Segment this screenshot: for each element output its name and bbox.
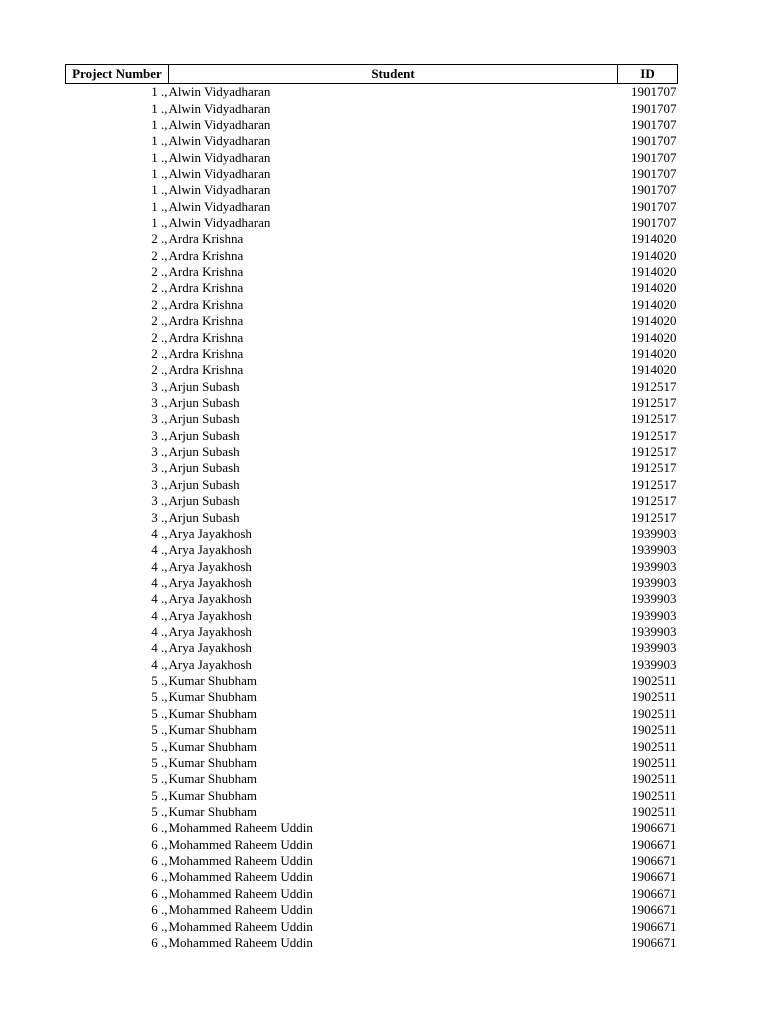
cell-student[interactable]: Arjun Subash <box>168 378 240 394</box>
cell-id[interactable]: 1906671 <box>631 836 677 852</box>
table-row <box>66 477 678 493</box>
cell-project-number[interactable]: 4 ., <box>151 656 168 672</box>
table-row <box>66 657 678 673</box>
table-row <box>66 149 678 165</box>
cell-project-number[interactable]: 1 ., <box>151 149 168 165</box>
cell-id[interactable]: 1901707 <box>631 84 677 100</box>
cell-project-number[interactable]: 1 ., <box>151 116 168 132</box>
cell-project-number[interactable]: 2 ., <box>151 329 168 345</box>
cell-id[interactable]: 1912517 <box>631 411 677 427</box>
table-row <box>66 869 678 885</box>
table-row <box>66 673 678 689</box>
cell-student[interactable]: Arjun Subash <box>168 476 240 492</box>
table-row <box>66 575 678 591</box>
cell-id[interactable]: 1914020 <box>631 231 677 247</box>
table-row <box>66 608 678 624</box>
cell-project-number[interactable]: 2 ., <box>151 280 168 296</box>
spreadsheet-page <box>65 64 677 951</box>
table-row <box>66 738 678 754</box>
cell-student[interactable]: Arya Jayakhosh <box>168 574 252 590</box>
cell-project-number[interactable]: 2 ., <box>151 362 168 378</box>
cell-student[interactable]: Kumar Shubham <box>168 673 257 689</box>
table-body <box>66 84 678 952</box>
table-row <box>66 837 678 853</box>
table-row <box>66 411 678 427</box>
cell-id[interactable]: 1901707 <box>631 182 677 198</box>
cell-student[interactable]: Mohammed Raheem Uddin <box>168 836 313 852</box>
cell-student[interactable]: Arya Jayakhosh <box>168 624 252 640</box>
cell-project-number[interactable]: 5 ., <box>151 705 168 721</box>
cell-student[interactable]: Mohammed Raheem Uddin <box>168 820 313 836</box>
cell-student[interactable]: Mohammed Raheem Uddin <box>168 902 313 918</box>
cell-id[interactable]: 1939903 <box>631 607 677 623</box>
cell-student[interactable]: Arya Jayakhosh <box>168 558 252 574</box>
cell-id[interactable]: 1901707 <box>631 149 677 165</box>
table-row <box>66 558 678 574</box>
cell-id[interactable]: 1906671 <box>631 869 677 885</box>
table-row <box>66 804 678 820</box>
cell-id[interactable]: 1914020 <box>631 264 677 280</box>
table-row <box>66 640 678 656</box>
table-row <box>66 313 678 329</box>
cell-student[interactable]: Ardra Krishna <box>168 296 244 312</box>
table-row <box>66 117 678 133</box>
table-row <box>66 264 678 280</box>
cell-project-number[interactable]: 4 ., <box>151 624 168 640</box>
cell-project-number[interactable]: 5 ., <box>151 673 168 689</box>
cell-project-number[interactable]: 5 ., <box>151 722 168 738</box>
cell-id[interactable]: 1912517 <box>631 444 677 460</box>
table-row <box>66 199 678 215</box>
cell-student[interactable]: Arjun Subash <box>168 444 240 460</box>
table-row <box>66 133 678 149</box>
cell-id[interactable]: 1902511 <box>631 754 677 770</box>
table-row <box>66 428 678 444</box>
cell-student[interactable]: Alwin Vidyadharan <box>168 100 271 116</box>
table-row <box>66 853 678 869</box>
cell-student[interactable]: Kumar Shubham <box>168 771 257 787</box>
cell-student[interactable]: Ardra Krishna <box>168 280 244 296</box>
cell-id[interactable]: 1902511 <box>631 803 677 819</box>
cell-student[interactable]: Kumar Shubham <box>168 803 257 819</box>
cell-student[interactable]: Kumar Shubham <box>168 722 257 738</box>
cell-project-number[interactable]: 1 ., <box>151 182 168 198</box>
table-row <box>66 820 678 836</box>
table-row <box>66 591 678 607</box>
cell-project-number[interactable]: 3 ., <box>151 378 168 394</box>
cell-project-number[interactable]: 5 ., <box>151 738 168 754</box>
cell-id[interactable]: 1902511 <box>631 705 677 721</box>
cell-project-number[interactable]: 4 ., <box>151 542 168 558</box>
cell-id[interactable]: 1912517 <box>631 509 677 525</box>
cell-project-number[interactable]: 5 ., <box>151 803 168 819</box>
cell-student[interactable]: Arjun Subash <box>168 460 240 476</box>
cell-project-number[interactable]: 4 ., <box>151 525 168 541</box>
cell-project-number[interactable]: 1 ., <box>151 84 168 100</box>
cell-project-number[interactable]: 2 ., <box>151 231 168 247</box>
cell-student[interactable]: Ardra Krishna <box>168 329 244 345</box>
cell-project-number[interactable]: 2 ., <box>151 296 168 312</box>
cell-id[interactable]: 1939903 <box>631 542 677 558</box>
cell-student[interactable]: Alwin Vidyadharan <box>168 165 271 181</box>
cell-student[interactable]: Ardra Krishna <box>168 345 244 361</box>
cell-id[interactable]: 1912517 <box>631 395 677 410</box>
cell-student[interactable]: Mohammed Raheem Uddin <box>168 934 313 950</box>
cell-student[interactable]: Arya Jayakhosh <box>168 656 252 672</box>
cell-id[interactable]: 1902511 <box>631 787 677 803</box>
cell-student[interactable]: Alwin Vidyadharan <box>168 84 271 100</box>
cell-id[interactable]: 1902511 <box>631 771 677 787</box>
cell-project-number[interactable]: 4 ., <box>151 558 168 574</box>
cell-id[interactable]: 1906671 <box>631 918 677 934</box>
cell-student[interactable]: Ardra Krishna <box>168 231 244 247</box>
cell-project-number[interactable]: 2 ., <box>151 345 168 361</box>
table-header <box>66 65 678 84</box>
table-row <box>66 509 678 525</box>
column-header-id[interactable]: ID <box>618 65 678 84</box>
table-row <box>66 280 678 296</box>
cell-id[interactable]: 1901707 <box>631 133 677 149</box>
table-row <box>66 444 678 460</box>
cell-project-number[interactable]: 1 ., <box>151 215 168 231</box>
cell-id[interactable]: 1906671 <box>631 934 677 950</box>
cell-student[interactable]: Mohammed Raheem Uddin <box>168 918 313 934</box>
cell-project-number[interactable]: 4 ., <box>151 607 168 623</box>
table-row <box>66 215 678 231</box>
cell-id[interactable]: 1912517 <box>631 493 677 509</box>
table-row <box>66 182 678 198</box>
cell-project-number[interactable]: 1 ., <box>151 198 168 214</box>
cell-project-number[interactable]: 3 ., <box>151 444 168 460</box>
cell-id[interactable]: 1906671 <box>631 820 677 836</box>
table-row <box>66 248 678 264</box>
cell-student[interactable]: Arya Jayakhosh <box>168 640 252 656</box>
cell-id[interactable]: 1902511 <box>631 738 677 754</box>
cell-id[interactable]: 1914020 <box>631 345 677 361</box>
cell-student[interactable]: Alwin Vidyadharan <box>168 215 271 231</box>
cell-id[interactable]: 1914020 <box>631 296 677 312</box>
cell-project-number[interactable]: 4 ., <box>151 640 168 656</box>
table-row <box>66 771 678 787</box>
cell-project-number[interactable]: 3 ., <box>151 411 168 427</box>
cell-project-number[interactable]: 5 ., <box>151 771 168 787</box>
table-row <box>66 706 678 722</box>
table-row <box>66 886 678 902</box>
cell-project-number[interactable]: 3 ., <box>151 427 168 443</box>
table-row <box>66 493 678 509</box>
cell-project-number[interactable]: 3 ., <box>151 493 168 509</box>
cell-student[interactable]: Alwin Vidyadharan <box>168 133 271 149</box>
table-row <box>66 346 678 362</box>
table-row <box>66 231 678 247</box>
cell-id[interactable]: 1901707 <box>631 100 677 116</box>
cell-id[interactable]: 1914020 <box>631 362 677 378</box>
cell-student[interactable]: Ardra Krishna <box>168 264 244 280</box>
cell-project-number[interactable]: 5 ., <box>151 754 168 770</box>
cell-project-number[interactable]: 4 ., <box>151 591 168 607</box>
table-row <box>66 526 678 542</box>
cell-id[interactable]: 1914020 <box>631 329 677 345</box>
cell-student[interactable]: Arjun Subash <box>168 509 240 525</box>
column-header-project-number[interactable]: Project Number <box>66 65 169 84</box>
table-row <box>66 378 678 394</box>
cell-project-number[interactable]: 3 ., <box>151 509 168 525</box>
table-row <box>66 722 678 738</box>
table-row <box>66 362 678 378</box>
cell-student[interactable]: Kumar Shubham <box>168 705 257 721</box>
table-row <box>66 460 678 476</box>
header-row <box>66 65 678 84</box>
cell-student[interactable]: Alwin Vidyadharan <box>168 149 271 165</box>
cell-id[interactable]: 1912517 <box>631 427 677 443</box>
cell-student[interactable]: Kumar Shubham <box>168 689 257 705</box>
cell-id[interactable]: 1939903 <box>631 624 677 640</box>
cell-id[interactable]: 1906671 <box>631 853 677 869</box>
cell-id[interactable]: 1901707 <box>631 215 677 231</box>
cell-id[interactable]: 1939903 <box>631 525 677 541</box>
table-row <box>66 902 678 918</box>
cell-student[interactable]: Ardra Krishna <box>168 247 244 263</box>
table-row <box>66 395 678 411</box>
cell-project-number[interactable]: 6 ., <box>151 885 168 901</box>
cell-project-number[interactable]: 6 ., <box>151 934 168 950</box>
cell-id[interactable]: 1912517 <box>631 476 677 492</box>
cell-project-number[interactable]: 3 ., <box>151 395 168 410</box>
cell-student[interactable]: Arjun Subash <box>168 493 240 509</box>
cell-project-number[interactable]: 6 ., <box>151 918 168 934</box>
cell-id[interactable]: 1939903 <box>631 558 677 574</box>
cell-id[interactable]: 1901707 <box>631 165 677 181</box>
table-row <box>66 297 678 313</box>
cell-project-number[interactable]: 3 ., <box>151 460 168 476</box>
table-row <box>66 84 678 101</box>
cell-student[interactable]: Alwin Vidyadharan <box>168 182 271 198</box>
cell-project-number[interactable]: 2 ., <box>151 264 168 280</box>
table-row <box>66 329 678 345</box>
cell-student[interactable]: Arya Jayakhosh <box>168 591 252 607</box>
cell-id[interactable]: 1939903 <box>631 656 677 672</box>
table-row <box>66 166 678 182</box>
cell-id[interactable]: 1906671 <box>631 902 677 918</box>
cell-student[interactable]: Alwin Vidyadharan <box>168 116 271 132</box>
table-row <box>66 689 678 705</box>
cell-student[interactable]: Ardra Krishna <box>168 313 244 329</box>
cell-student[interactable]: Mohammed Raheem Uddin <box>168 869 313 885</box>
cell-student[interactable]: Kumar Shubham <box>168 787 257 803</box>
cell-student[interactable]: Arya Jayakhosh <box>168 542 252 558</box>
cell-project-number[interactable]: 5 ., <box>151 787 168 803</box>
cell-id[interactable]: 1906671 <box>631 885 677 901</box>
cell-project-number[interactable]: 5 ., <box>151 689 168 705</box>
cell-student[interactable]: Arjun Subash <box>168 411 240 427</box>
cell-project-number[interactable]: 6 ., <box>151 820 168 836</box>
table-row <box>66 542 678 558</box>
cell-id[interactable]: 1939903 <box>631 591 677 607</box>
cell-id[interactable]: 1939903 <box>631 640 677 656</box>
cell-student[interactable]: Arya Jayakhosh <box>168 607 252 623</box>
cell-id[interactable]: 1902511 <box>631 673 677 689</box>
cell-student[interactable]: Kumar Shubham <box>168 738 257 754</box>
cell-project-number[interactable]: 6 ., <box>151 836 168 852</box>
cell-project-number[interactable]: 3 ., <box>151 476 168 492</box>
table-row <box>66 755 678 771</box>
table-row <box>66 787 678 803</box>
cell-student[interactable]: Mohammed Raheem Uddin <box>168 853 313 869</box>
cell-id[interactable]: 1901707 <box>631 198 677 214</box>
cell-project-number[interactable]: 6 ., <box>151 902 168 918</box>
cell-id[interactable]: 1901707 <box>631 116 677 132</box>
cell-student[interactable]: Arjun Subash <box>168 427 240 443</box>
table-row <box>66 918 678 934</box>
cell-project-number[interactable]: 6 ., <box>151 853 168 869</box>
cell-student[interactable]: Ardra Krishna <box>168 362 244 378</box>
column-header-student[interactable]: Student <box>169 65 618 84</box>
cell-project-number[interactable]: 1 ., <box>151 100 168 116</box>
cell-id[interactable]: 1902511 <box>631 689 677 705</box>
cell-id[interactable]: 1914020 <box>631 280 677 296</box>
cell-id[interactable]: 1939903 <box>631 574 677 590</box>
table-row <box>66 935 678 951</box>
cell-project-number[interactable]: 6 ., <box>151 869 168 885</box>
student-project-table <box>65 64 678 951</box>
cell-project-number[interactable]: 4 ., <box>151 574 168 590</box>
table-row <box>66 100 678 116</box>
cell-student[interactable]: Kumar Shubham <box>168 754 257 770</box>
cell-id[interactable]: 1912517 <box>631 378 677 394</box>
cell-student[interactable]: Arjun Subash <box>168 395 240 410</box>
cell-id[interactable]: 1914020 <box>631 247 677 263</box>
cell-project-number[interactable]: 2 ., <box>151 313 168 329</box>
cell-id[interactable]: 1912517 <box>631 460 677 476</box>
cell-student[interactable]: Arya Jayakhosh <box>168 525 252 541</box>
cell-id[interactable]: 1902511 <box>631 722 677 738</box>
cell-project-number[interactable]: 1 ., <box>151 133 168 149</box>
cell-project-number[interactable]: 1 ., <box>151 165 168 181</box>
cell-project-number[interactable]: 2 ., <box>151 247 168 263</box>
cell-id[interactable]: 1914020 <box>631 313 677 329</box>
table-row <box>66 624 678 640</box>
cell-student[interactable]: Mohammed Raheem Uddin <box>168 885 313 901</box>
cell-student[interactable]: Alwin Vidyadharan <box>168 198 271 214</box>
